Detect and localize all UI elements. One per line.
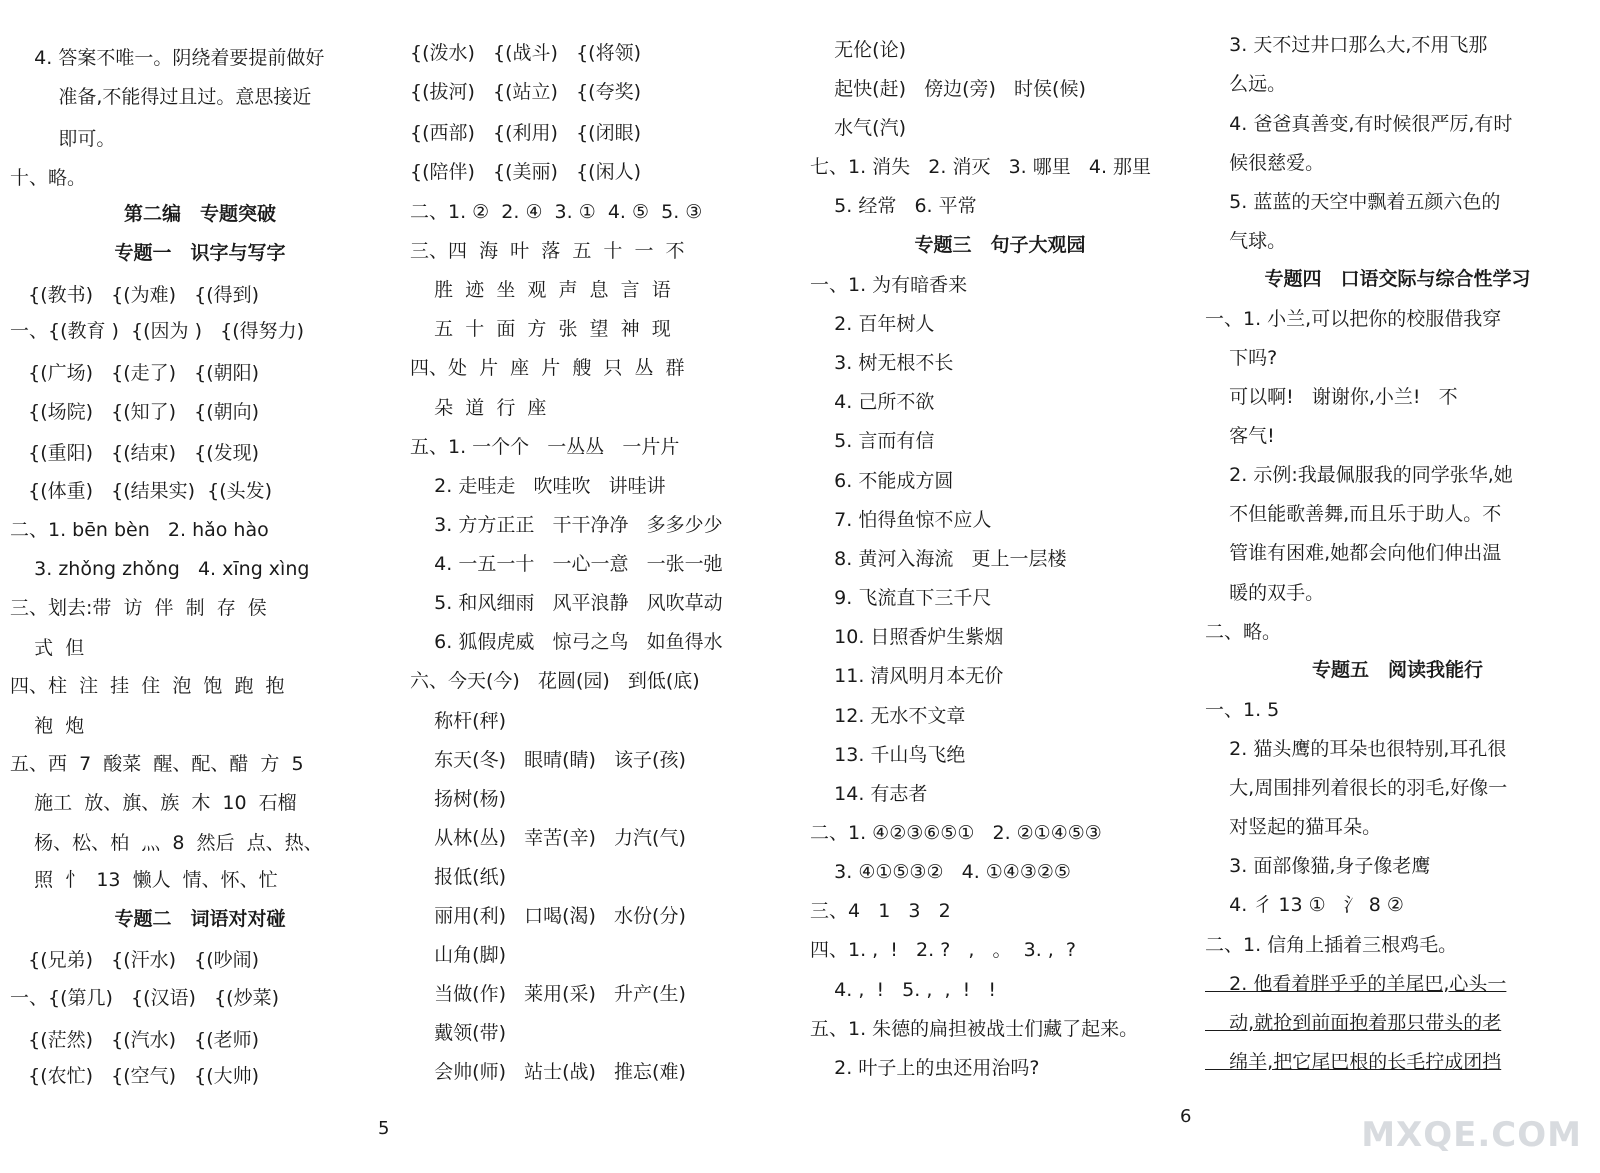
answer-line: {(体重) {(结果实) {(头发) xyxy=(10,480,273,502)
answer-line: 三、4 1 3 2 xyxy=(810,900,951,922)
answer-line: 四、柱 注 挂 住 泡 饱 跑 抱 xyxy=(10,675,285,697)
answer-line: {(教书) {(为难) {(得到) xyxy=(10,284,260,306)
answer-line: 三、划去:带 访 伴 制 存 侯 xyxy=(10,597,267,619)
answer-line: 4. 己所不欲 xyxy=(810,391,935,413)
answer-line: 3. 天不过井口那么大,不用飞那 xyxy=(1205,34,1488,56)
answer-line: 4. 爸爸真善变,有时候很严厉,有时 xyxy=(1205,113,1513,135)
answer-line: 东天(冬) 眼晴(睛) 该子(孩) xyxy=(410,749,686,771)
answer-line: {(农忙) {(空气) {(大帅) xyxy=(10,1065,260,1087)
answer-line: 一、{(第几) {(汉语) {(炒菜) xyxy=(10,987,279,1009)
answer-line: 一、1. 5 xyxy=(1205,699,1280,721)
answer-line: 12. 无水不文章 xyxy=(810,705,966,727)
section-heading: 第二编 专题突破 xyxy=(123,203,276,225)
answer-line: 4. , ! 5. , , ! ! xyxy=(810,979,996,1001)
answer-line: 暖的双手。 xyxy=(1205,582,1325,604)
answer-line: 动,就抢到前面抱着那只带头的老 xyxy=(1205,1012,1502,1034)
answer-line: 五 十 面 方 张 望 神 现 xyxy=(410,318,671,340)
answer-line: 一、{(教育 ) {(因为 ) {(得努力) xyxy=(10,320,305,342)
answer-line: 6. 狐假虎威 惊弓之鸟 如鱼得水 xyxy=(410,631,723,653)
watermark-logo: MXQE.COM xyxy=(1361,1115,1582,1155)
section-heading: 专题一 识字与写字 xyxy=(114,242,286,264)
answer-line: 2. 猫头鹰的耳朵也很特别,耳孔很 xyxy=(1205,738,1507,760)
answer-line: 报低(纸) xyxy=(410,866,506,888)
answer-line: 管谁有困难,她都会向他们伸出温 xyxy=(1205,542,1502,564)
answer-line: 照 忄 13 懒人 情、怀、忙 xyxy=(10,869,278,891)
answer-line: 称杆(秤) xyxy=(410,710,506,732)
answer-line: 10. 日照香炉生紫烟 xyxy=(810,626,1004,648)
answer-line: 二、1. ② 2. ④ 3. ① 4. ⑤ 5. ③ xyxy=(410,201,703,223)
answer-line: 候很慈爱。 xyxy=(1205,152,1325,174)
answer-line: 6. 不能成方圆 xyxy=(810,470,954,492)
answer-line: 准备,不能得过且过。意思接近 xyxy=(10,86,312,108)
column-2 xyxy=(410,0,790,1173)
answer-line: 从林(丛) 幸苦(辛) 力汽(气) xyxy=(410,827,686,849)
answer-line: 4. 答案不唯一。阴绕着要提前做好 xyxy=(10,47,325,69)
answer-line: 5. 蓝蓝的天空中飘着五颜六色的 xyxy=(1205,191,1501,213)
answer-line: 五、1. 朱德的扁担被战士们藏了起来。 xyxy=(810,1018,1139,1040)
answer-line: 施工 放、旗、族 木 10 石榴 xyxy=(10,792,297,814)
answer-line: 袍 炮 xyxy=(10,715,85,737)
answer-line: 5. 言而有信 xyxy=(810,430,935,452)
answer-line: 13. 千山鸟飞绝 xyxy=(810,744,966,766)
answer-line: {(兄弟) {(汗水) {(吵闹) xyxy=(10,949,260,971)
answer-line: 2. 叶子上的虫还用治吗? xyxy=(810,1057,1040,1079)
answer-line: 3. ④①⑤③② 4. ①④③②⑤ xyxy=(810,861,1071,883)
answer-line: 二、略。 xyxy=(1205,621,1282,643)
answer-line: 绵羊,把它尾巴根的长毛拧成团挡 xyxy=(1205,1051,1502,1073)
answer-line: 8. 黄河入海流 更上一层楼 xyxy=(810,548,1067,570)
page-number-left: 5 xyxy=(378,1118,390,1139)
answer-line: 7. 怕得鱼惊不应人 xyxy=(810,509,992,531)
column-4 xyxy=(1205,0,1590,1173)
section-heading: 专题四 口语交际与综合性学习 xyxy=(1264,268,1531,290)
answer-line: 么远。 xyxy=(1205,73,1287,95)
answer-line: {(茫然) {(汽水) {(老师) xyxy=(10,1029,260,1051)
answer-line: 3. 方方正正 干干净净 多多少少 xyxy=(410,514,723,536)
page-number-right: 6 xyxy=(1180,1106,1192,1127)
answer-line: {(场院) {(知了) {(朝向) xyxy=(10,401,260,423)
column-3 xyxy=(810,0,1190,1173)
answer-line: 丽用(利) 口喝(渴) 水份(分) xyxy=(410,905,686,927)
answer-line: 水气(汽) xyxy=(810,117,906,139)
answer-line: 3. 面部像猫,身子像老鹰 xyxy=(1205,855,1431,877)
answer-line: 5. 和风细雨 风平浪静 风吹草动 xyxy=(410,592,723,614)
answer-line: 山角(脚) xyxy=(410,944,506,966)
answer-line: 4. 彳 13 ① 氵 8 ② xyxy=(1205,894,1404,916)
answer-line: 对竖起的猫耳朵。 xyxy=(1205,816,1382,838)
answer-line: 会帅(师) 站士(战) 推忘(难) xyxy=(410,1061,686,1083)
section-heading: 专题二 词语对对碰 xyxy=(114,908,286,930)
answer-line: 四、处 片 座 片 艘 只 丛 群 xyxy=(410,357,685,379)
answer-line: 气球。 xyxy=(1205,230,1287,252)
answer-line: 即可。 xyxy=(10,128,116,150)
answer-line: 五、1. 一个个 一丛丛 一片片 xyxy=(410,436,680,458)
answer-line: 不但能歌善舞,而且乐于助人。不 xyxy=(1205,503,1502,525)
answer-line: 5. 经常 6. 平常 xyxy=(810,195,977,217)
answer-line: 11. 清风明月本无价 xyxy=(810,665,1004,687)
answer-line: 七、1. 消失 2. 消灭 3. 哪里 4. 那里 xyxy=(810,156,1152,178)
answer-line: 3. 树无根不长 xyxy=(810,352,954,374)
answer-line: 2. 他看着胖乎乎的羊尾巴,心头一 xyxy=(1205,973,1507,995)
answer-line: {(重阳) {(结束) {(发现) xyxy=(10,442,260,464)
column-1 xyxy=(10,0,390,1173)
answer-line: 2. 百年树人 xyxy=(810,313,935,335)
answer-line: 扬树(杨) xyxy=(410,788,506,810)
answer-line: {(陪伴) {(美丽) {(闲人) xyxy=(410,161,641,183)
answer-line: 一、1. 小兰,可以把你的校服借我穿 xyxy=(1205,308,1502,330)
answer-line: 3. zhǒng zhǒng 4. xīng xìng xyxy=(10,558,310,580)
answer-line: 4. 一五一十 一心一意 一张一弛 xyxy=(410,553,723,575)
answer-line: 大,周围排列着很长的羽毛,好像一 xyxy=(1205,777,1508,799)
answer-line: 四、1. , ! 2. ? , 。 3. , ? xyxy=(810,939,1077,961)
answer-line: 可以啊! 谢谢你,小兰! 不 xyxy=(1205,386,1458,408)
answer-line: {(广场) {(走了) {(朝阳) xyxy=(10,362,260,384)
answer-line: 14. 有志者 xyxy=(810,783,928,805)
answer-line: 2. 走哇走 吹哇吹 讲哇讲 xyxy=(410,475,666,497)
answer-line: 十、略。 xyxy=(10,167,87,189)
answer-line: 式 但 xyxy=(10,637,85,659)
answer-line: {(泼水) {(战斗) {(将领) xyxy=(410,42,641,64)
answer-line: 客气! xyxy=(1205,425,1275,447)
answer-line: 一、1. 为有暗香来 xyxy=(810,274,968,296)
answer-line: 三、四 海 叶 落 五 十 一 不 xyxy=(410,240,685,262)
answer-line: 无伦(论) xyxy=(810,39,906,61)
answer-line: 9. 飞流直下三千尺 xyxy=(810,587,992,609)
answer-line: {(拔河) {(站立) {(夸奖) xyxy=(410,81,641,103)
answer-line: 下吗? xyxy=(1205,347,1278,369)
section-heading: 专题五 阅读我能行 xyxy=(1311,659,1483,681)
answer-line: 二、1. ④②③⑥⑤① 2. ②①④⑤③ xyxy=(810,822,1102,844)
answer-line: 六、今天(今) 花圆(园) 到低(底) xyxy=(410,670,700,692)
answer-line: 杨、松、柏 灬 8 然后 点、热、 xyxy=(10,832,323,854)
section-heading: 专题三 句子大观园 xyxy=(914,234,1086,256)
answer-line: 当做(作) 莱用(采) 升产(生) xyxy=(410,983,686,1005)
answer-line: 五、西 7 酸菜 醒、配、醋 方 5 xyxy=(10,753,304,775)
answer-line: 朵 道 行 座 xyxy=(410,397,547,419)
answer-line: 起快(赶) 傍边(旁) 时侯(候) xyxy=(810,78,1086,100)
answer-line: 二、1. 信角上插着三根鸡毛。 xyxy=(1205,934,1458,956)
answer-line: 2. 示例:我最佩服我的同学张华,她 xyxy=(1205,464,1513,486)
answer-line: 胜 迹 坐 观 声 息 言 语 xyxy=(410,279,671,301)
answer-line: 戴领(带) xyxy=(410,1022,506,1044)
answer-line: {(西部) {(利用) {(闭眼) xyxy=(410,122,641,144)
answer-line: 二、1. bēn bèn 2. hǎo hào xyxy=(10,519,269,541)
